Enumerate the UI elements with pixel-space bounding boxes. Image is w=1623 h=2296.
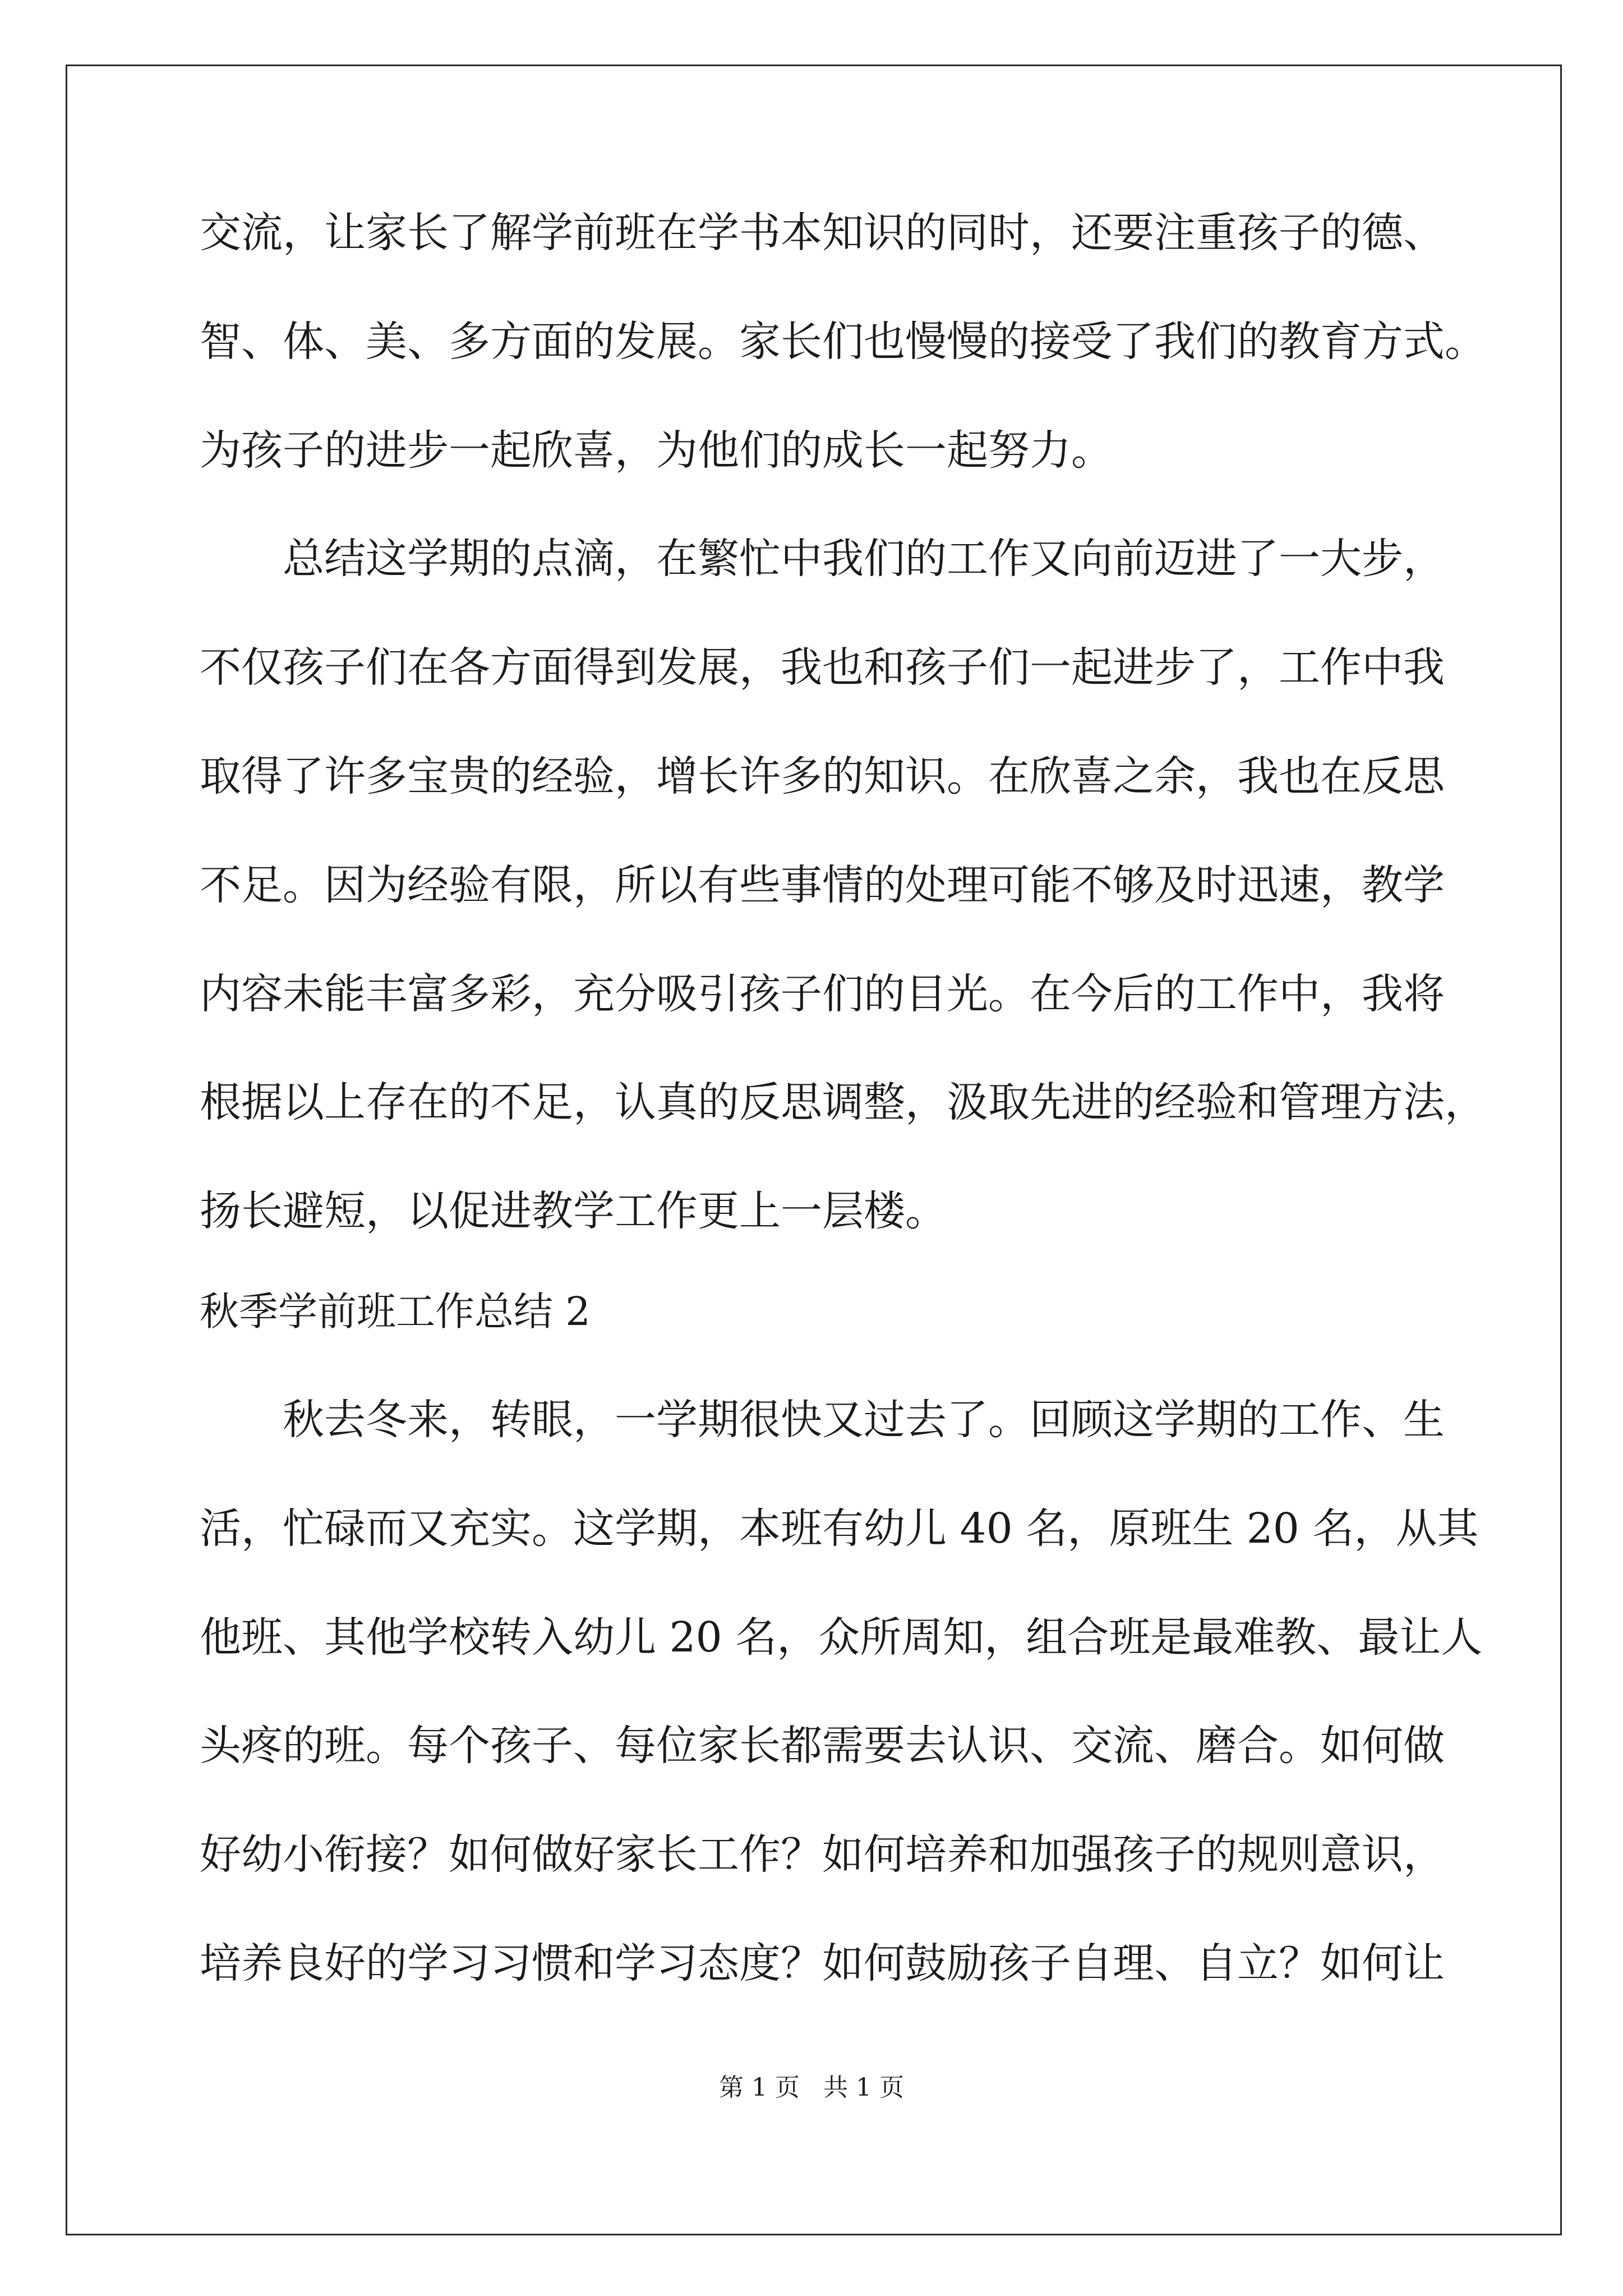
section-heading: 秋季学前班工作总结 2 xyxy=(200,1289,591,1335)
page-number-footer: 第 1 页 共 1 页 xyxy=(719,2073,904,2102)
body-text-line: 秋去冬来，转眼，一学期很快又过去了。回顾这学期的工作、生 xyxy=(200,1396,1445,1444)
page-border xyxy=(66,65,1562,2235)
body-text-line: 头疼的班。每个孩子、每位家长都需要去认识、交流、磨合。如何做 xyxy=(200,1722,1445,1770)
body-text-line: 交流，让家长了解学前班在学书本知识的同时，还要注重孩子的德、 xyxy=(200,209,1445,257)
body-text-line: 他班、其他学校转入幼儿 20 名，众所周知，组合班是最难教、最让人 xyxy=(200,1613,1483,1662)
body-text-line: 为孩子的进步一起欣喜，为他们的成长一起努力。 xyxy=(200,426,1113,475)
body-text-line: 培养良好的学习习惯和学习态度？如何鼓励孩子自理、自立？如何让 xyxy=(200,1939,1445,1987)
body-text-line: 根据以上存在的不足，认真的反思调整，汲取先进的经验和管理方法， xyxy=(200,1078,1486,1126)
body-text-line: 取得了许多宝贵的经验，增长许多的知识。在欣喜之余，我也在反思 xyxy=(200,752,1445,800)
body-text-line: 活，忙碌而又充实。这学期，本班有幼儿 40 名，原班生 20 名，从其 xyxy=(200,1504,1479,1553)
body-text-line: 扬长避短，以促进教学工作更上一层楼。 xyxy=(200,1187,947,1235)
body-text-line: 好幼小衔接？如何做好家长工作？如何培养和加强孩子的规则意识， xyxy=(200,1830,1445,1879)
body-text-line: 不仅孩子们在各方面得到发展，我也和孩子们一起进步了，工作中我 xyxy=(200,643,1445,692)
body-text-line: 内容未能丰富多彩，充分吸引孩子们的目光。在今后的工作中，我将 xyxy=(200,970,1445,1018)
body-text-line: 总结这学期的点滴，在繁忙中我们的工作又向前迈进了一大步， xyxy=(200,535,1445,583)
body-text-line: 智、体、美、多方面的发展。家长们也慢慢的接受了我们的教育方式。 xyxy=(200,318,1486,366)
body-text-line: 不足。因为经验有限，所以有些事情的处理可能不够及时迅速，教学 xyxy=(200,861,1445,909)
